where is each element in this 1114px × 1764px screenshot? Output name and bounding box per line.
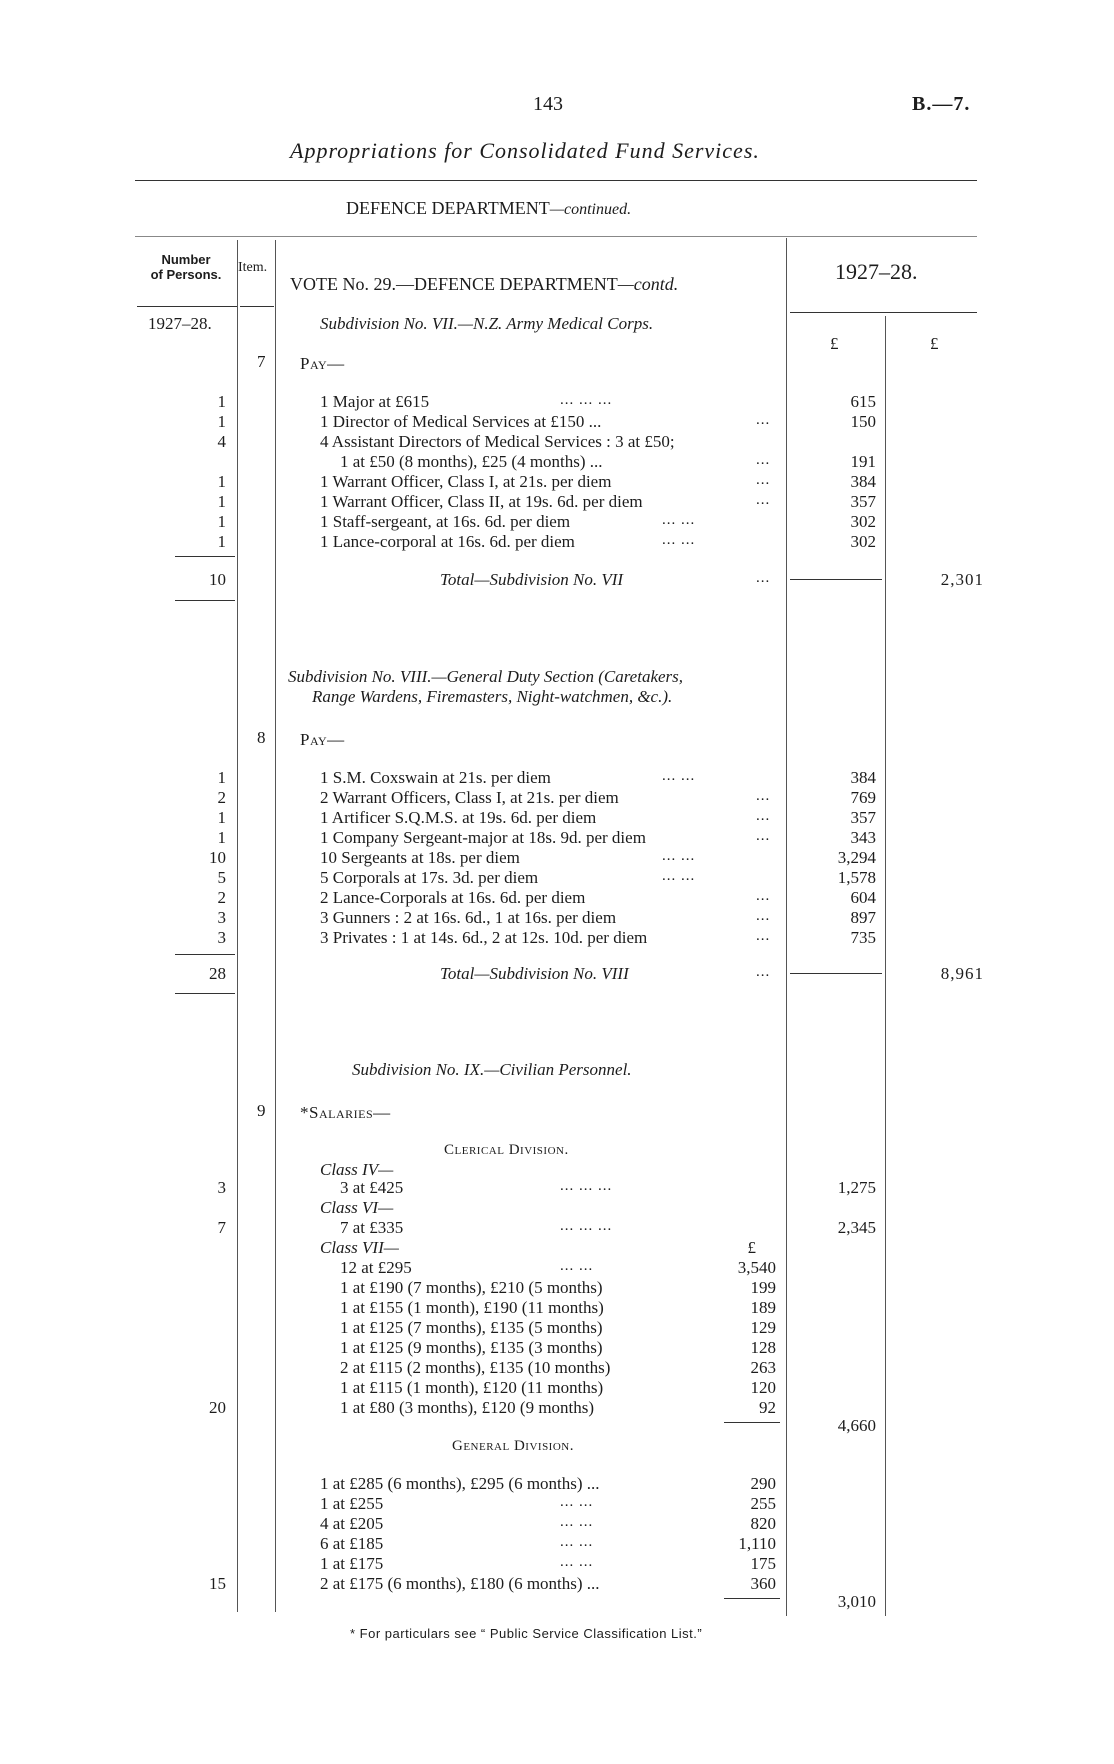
vote-continued: —contd. xyxy=(617,274,679,294)
sub8-persons-total-rule xyxy=(175,993,235,994)
sub8-row-persons: 5 xyxy=(217,868,226,887)
sub8-row-text: 3 Privates : 1 at 14s. 6d., 2 at 12s. 10d. per diem xyxy=(320,928,648,947)
class-7-row-text: 1 at £155 (1 month), £190 (11 months) xyxy=(340,1298,604,1317)
subdivision-8-total-dots: ... xyxy=(756,964,771,980)
year-header-rule xyxy=(790,312,977,313)
sub7-row-persons: 1 xyxy=(217,392,226,411)
vote-title: VOTE No. 29.—DEFENCE DEPARTMENT xyxy=(290,274,618,294)
class-4-amount: 1,275 xyxy=(837,1178,876,1197)
sub7-row-amount: 302 xyxy=(850,512,876,531)
class-6-amount: 2,345 xyxy=(837,1218,876,1237)
subdivision-7-pay-label: Pay— xyxy=(300,354,345,373)
sub8-row-persons: 2 xyxy=(217,888,226,907)
persons-column-rule xyxy=(237,240,238,1612)
sub8-row-dots: ... ... xyxy=(662,768,696,784)
sub7-row-persons: 1 xyxy=(217,532,226,551)
department-heading xyxy=(346,198,631,220)
sub8-row-text: 3 Gunners : 2 at 16s. 6d., 1 at 16s. per diem xyxy=(320,908,617,927)
sub8-row-amount: 357 xyxy=(850,808,876,827)
page-title: Appropriations for Consolidated Fund Services. xyxy=(290,138,760,163)
general-row-text: 1 at £175 xyxy=(320,1554,384,1573)
year-column-header: 1927–28. xyxy=(835,259,918,284)
sub7-row-amount: 302 xyxy=(850,532,876,551)
persons-header-line-1: Number xyxy=(161,252,211,267)
general-row-amount: 290 xyxy=(750,1474,776,1493)
sub7-row-dots: ... xyxy=(756,472,771,488)
class-6-label: Class VI— xyxy=(320,1198,394,1217)
subdivision-7-total: 2,301 xyxy=(940,570,984,589)
general-row-dots: ... ... xyxy=(560,1534,594,1550)
sub8-row-dots: ... xyxy=(756,788,771,804)
sub8-row-amount: 343 xyxy=(850,828,876,847)
class-7-row-text: 1 at £190 (7 months), £210 (5 months) xyxy=(340,1278,603,1297)
sub8-row-amount: 1,578 xyxy=(837,868,876,887)
sub8-row-text: 1 Company Sergeant-major at 18s. 9d. per diem xyxy=(320,828,646,847)
sub8-row-dots: ... xyxy=(756,888,771,904)
item-header-rule xyxy=(240,306,274,307)
subdivision-7-total-label: Total—Subdivision No. VII xyxy=(440,570,624,589)
sub7-row-dots: ... ... ... xyxy=(560,392,613,408)
sub7-row-text: 4 Assistant Directors of Medical Services : 3 at £50; xyxy=(320,432,675,451)
general-row-text: 6 at £185 xyxy=(320,1534,384,1553)
subdivision-8-total-persons: 28 xyxy=(209,964,226,983)
subdivision-7-title: Subdivision No. VII.—N.Z. Army Medical Corps. xyxy=(320,314,654,333)
sub7-row-text: 1 at £50 (8 months), £25 (4 months) ... xyxy=(340,452,603,471)
subdivision-8-pay-label: Pay— xyxy=(300,730,345,749)
general-row-text: 1 at £285 (6 months), £295 (6 months) ... xyxy=(320,1474,600,1493)
class-7-persons: 20 xyxy=(209,1398,226,1417)
sub8-row-persons: 10 xyxy=(209,848,226,867)
class-4-label: Class IV— xyxy=(320,1160,394,1179)
sub7-row-persons: 1 xyxy=(217,492,226,511)
sub8-row-amount: 604 xyxy=(850,888,876,907)
sub8-row-text: 5 Corporals at 17s. 3d. per diem xyxy=(320,868,539,887)
class-7-row-text: 1 at £125 (9 months), £135 (3 months) xyxy=(340,1338,603,1357)
class-7-row-text: 1 at £125 (7 months), £135 (5 months) xyxy=(340,1318,603,1337)
pound-sign-amount: £ xyxy=(830,334,839,353)
subdivision-8-title-line-1: Subdivision No. VIII.—General Duty Section (Caretakers, xyxy=(288,667,684,686)
class-6-persons: 7 xyxy=(217,1218,226,1237)
class-7-row-amount: 129 xyxy=(750,1318,776,1337)
sub8-row-persons: 2 xyxy=(217,788,226,807)
sub7-row-dots: ... xyxy=(756,412,771,428)
item-column-header: Item. xyxy=(238,260,268,275)
sub8-row-persons: 1 xyxy=(217,768,226,787)
sub8-row-text: 1 S.M. Coxswain at 21s. per diem xyxy=(320,768,551,787)
sub7-row-dots: ... xyxy=(756,452,771,468)
sub7-row-dots: ... ... xyxy=(662,532,696,548)
persons-header-line-2: of Persons. xyxy=(150,267,222,282)
class-7-row-amount: 128 xyxy=(750,1338,776,1357)
vote-heading xyxy=(290,274,678,294)
class-7-label: Class VII— xyxy=(320,1238,399,1257)
class-7-row-amount: 92 xyxy=(759,1398,776,1417)
class-7-pound-sign: £ xyxy=(747,1238,756,1257)
sub7-row-text: 1 Warrant Officer, Class I, at 21s. per diem xyxy=(320,472,612,491)
sub7-row-amount: 150 xyxy=(850,412,876,431)
sub8-row-text: 1 Artificer S.Q.M.S. at 19s. 6d. per diem xyxy=(320,808,597,827)
sub8-row-persons: 1 xyxy=(217,828,226,847)
class-7-sum-rule xyxy=(724,1422,780,1423)
sub7-row-dots: ... ... xyxy=(662,512,696,528)
sub8-row-text: 2 Warrant Officers, Class I, at 21s. per diem xyxy=(320,788,619,807)
sub8-row-amount: 769 xyxy=(850,788,876,807)
sub8-row-text: 2 Lance-Corporals at 16s. 6d. per diem xyxy=(320,888,586,907)
sub7-row-persons: 1 xyxy=(217,512,226,531)
general-row-amount: 255 xyxy=(750,1494,776,1513)
sub8-row-dots: ... ... xyxy=(662,868,696,884)
subdivision-9-title: Subdivision No. IX.—Civilian Personnel. xyxy=(352,1060,632,1079)
class-7-row-text: 12 at £295 xyxy=(340,1258,412,1277)
class-7-row-amount: 263 xyxy=(750,1358,776,1377)
class-4-persons: 3 xyxy=(217,1178,226,1197)
class-7-total: 4,660 xyxy=(837,1416,876,1435)
sub7-amount-sum-rule xyxy=(790,579,882,580)
department-rule xyxy=(135,236,977,237)
sub8-row-dots: ... xyxy=(756,908,771,924)
general-row-text: 4 at £205 xyxy=(320,1514,384,1533)
class-7-row-text: 2 at £115 (2 months), £135 (10 months) xyxy=(340,1358,611,1377)
sub8-row-dots: ... ... xyxy=(662,848,696,864)
sub7-row-text: 1 Lance-corporal at 16s. 6d. per diem xyxy=(320,532,575,551)
class-6-line: 7 at £335 xyxy=(340,1218,404,1237)
clerical-division-heading: Clerical Division. xyxy=(444,1142,569,1158)
sub7-row-dots: ... xyxy=(756,492,771,508)
general-row-amount: 820 xyxy=(750,1514,776,1533)
general-row-dots: ... ... xyxy=(560,1514,594,1530)
sub8-row-persons: 3 xyxy=(217,928,226,947)
subdivision-8-item: 8 xyxy=(257,728,266,747)
class-7-row-amount: 120 xyxy=(750,1378,776,1397)
subdivision-8-total: 8,961 xyxy=(940,964,984,983)
persons-header-rule xyxy=(137,306,237,307)
sub8-persons-sum-rule xyxy=(175,954,235,955)
general-total: 3,010 xyxy=(837,1592,876,1611)
sub7-row-amount: 384 xyxy=(850,472,876,491)
sub8-row-amount: 735 xyxy=(850,928,876,947)
class-7-row-amount: 199 xyxy=(750,1278,776,1297)
sub7-row-persons: 1 xyxy=(217,412,226,431)
subdivision-9-item: 9 xyxy=(257,1101,266,1120)
sub8-row-amount: 384 xyxy=(850,768,876,787)
subdivision-8-total-label: Total—Subdivision No. VIII xyxy=(440,964,629,983)
class-4-dots: ... ... ... xyxy=(560,1178,613,1194)
sub7-row-persons: 1 xyxy=(217,472,226,491)
document-reference: B.—7. xyxy=(912,93,971,115)
department-continued: —continued. xyxy=(549,201,632,218)
page-number: 143 xyxy=(533,93,563,115)
sub8-row-persons: 1 xyxy=(217,808,226,827)
general-row-text: 2 at £175 (6 months), £180 (6 months) ... xyxy=(320,1574,600,1593)
general-row-dots: ... ... xyxy=(560,1554,594,1570)
sub7-persons-total-rule xyxy=(175,600,235,601)
subdivision-8-title-line-2: Range Wardens, Firemasters, Night-watchmen, &c.). xyxy=(312,687,673,706)
sub8-row-dots: ... xyxy=(756,808,771,824)
persons-column-header xyxy=(138,252,234,282)
general-row-amount: 1,110 xyxy=(738,1534,776,1553)
sub8-row-amount: 3,294 xyxy=(837,848,876,867)
sub8-row-amount: 897 xyxy=(850,908,876,927)
sub7-row-text: 1 Staff-sergeant, at 16s. 6d. per diem xyxy=(320,512,571,531)
sub7-row-persons: 4 xyxy=(217,432,226,451)
subdivision-7-total-persons: 10 xyxy=(209,570,226,589)
sub7-row-amount: 357 xyxy=(850,492,876,511)
general-row-dots: ... ... xyxy=(560,1494,594,1510)
sub7-row-text: 1 Warrant Officer, Class II, at 19s. 6d. per diem xyxy=(320,492,643,511)
sub8-row-dots: ... xyxy=(756,928,771,944)
salaries-label: *Salaries— xyxy=(300,1103,391,1122)
sub7-row-amount: 191 xyxy=(850,452,876,471)
sub7-row-amount: 615 xyxy=(850,392,876,411)
class-4-line: 3 at £425 xyxy=(340,1178,404,1197)
sub8-row-dots: ... xyxy=(756,828,771,844)
item-column-rule xyxy=(275,240,276,1612)
class-7-row-amount: 189 xyxy=(750,1298,776,1317)
persons-year-label: 1927–28. xyxy=(148,314,212,333)
sub8-row-persons: 3 xyxy=(217,908,226,927)
subdivision-7-total-dots: ... xyxy=(756,570,771,586)
general-persons: 15 xyxy=(209,1574,226,1593)
department-name: DEFENCE DEPARTMENT xyxy=(346,198,550,218)
general-row-amount: 175 xyxy=(750,1554,776,1573)
class-7-row-text: 1 at £115 (1 month), £120 (11 months) xyxy=(340,1378,604,1397)
sub7-persons-sum-rule xyxy=(175,556,235,557)
footnote: * For particulars see “ Public Service Classification List.” xyxy=(350,1626,703,1641)
sub8-row-text: 10 Sergeants at 18s. per diem xyxy=(320,848,520,867)
class-7-row-text: 1 at £80 (3 months), £120 (9 months) xyxy=(340,1398,595,1417)
title-rule xyxy=(135,180,977,181)
general-sum-rule xyxy=(724,1598,780,1599)
general-row-text: 1 at £255 xyxy=(320,1494,384,1513)
sub7-row-text: 1 Director of Medical Services at £150 ... xyxy=(320,412,602,431)
general-row-amount: 360 xyxy=(750,1574,776,1593)
class-6-dots: ... ... ... xyxy=(560,1218,613,1234)
class-7-row-dots: ... ... xyxy=(560,1258,594,1274)
sub7-row-text: 1 Major at £615 xyxy=(320,392,430,411)
sub8-amount-sum-rule xyxy=(790,973,882,974)
pound-sign-total: £ xyxy=(930,334,939,353)
class-7-row-amount: 3,540 xyxy=(737,1258,776,1277)
subdivision-7-item: 7 xyxy=(257,352,266,371)
general-division-heading: General Division. xyxy=(452,1438,574,1454)
